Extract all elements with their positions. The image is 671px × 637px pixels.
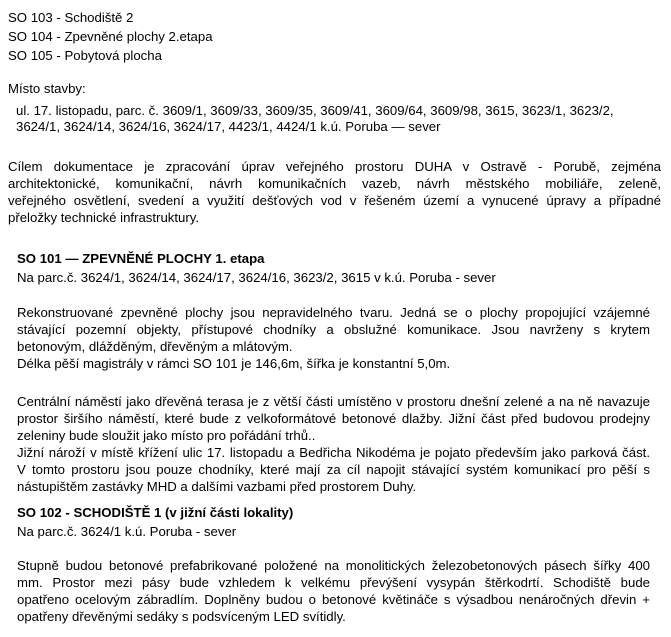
so105-line: SO 105 - Pobytová plocha	[8, 48, 162, 63]
so102-p1-line-2: mm. Prostor mezi pásy bude vzhledem k velkému převýšení vysypán štěrkodrtí. Schodiště bude	[17, 575, 650, 590]
so102-title: SO 102 - SCHODIŠTĚ 1 (v jižní části lokality)	[17, 505, 294, 520]
site-label: Místo stavby:	[8, 81, 86, 96]
so102-p1-line-3: opatřeno ocelovým zábradlím. Doplněny budou o betonové květináče s výsadbou nenáročných dřevin +	[17, 592, 650, 607]
so101-p2-line-5: V tomto prostoru jsou pouze chodníky, které mají za cíl napojit stávající systém komunikací pro pěší s	[17, 462, 650, 477]
so102-p1-line-1: Stupně budou betonové prefabrikované položené na monolitických železobetonových pásech šířky 400	[17, 558, 650, 573]
so101-p1-line-2: stávající pozemní objekty, přístupové chodníky a obslužné komunikace. Jsou navrženy s krytem	[17, 322, 650, 337]
site-parcels-line-2: 3624/1, 3624/14, 3624/16, 3624/17, 4423/1, 4424/1 k.ú. Poruba — sever	[16, 119, 441, 134]
so101-p2-line-2: prostor širšího náměstí, které bude z velkoformátové betonové dlažby. Jižní část před budovou prodejny	[17, 411, 650, 426]
so101-p1-line-3: betonovým, dlážděným, dřevěným a mlátovým.	[17, 339, 293, 354]
so103-line: SO 103 - Schodiště 2	[8, 10, 134, 25]
so104-line: SO 104 - Zpevněné plochy 2.etapa	[8, 29, 213, 44]
goal-line-1: Cílem dokumentace je zpracování úprav veřejného prostoru DUHA v Ostravě - Porubě, zejména	[8, 159, 661, 174]
so101-p2-line-4: Jižní nároží v místě křížení ulic 17. listopadu a Bedřicha Nikodéma je pojato především jako parková část.	[17, 445, 650, 460]
goal-line-4: přeložky technické infrastruktury.	[8, 210, 200, 225]
so102-parcels: Na parc.č. 3624/1 k.ú. Poruba - sever	[17, 524, 237, 539]
goal-line-2: architektonické, komunikační, návrh komunikačních vazeb, návrh městského mobiliáře, zeleně,	[8, 176, 661, 191]
so101-p2-line-6: nástupištěm zastávky MHD a dalšími vazbami před prostorem Duhy.	[17, 479, 417, 494]
so101-p2-line-1: Centrální náměstí jako dřevěná terasa je z větší části umístěno v prostoru dnešní zelené a na ně navazuje	[17, 394, 650, 409]
so102-p1-line-4: opatřeny dřevěnými sedáky s podsvíceným LED svítidly.	[17, 609, 346, 624]
so101-p1-line-1: Rekonstruované zpevněné plochy jsou nepravidelného tvaru. Jedná se o plochy propojující vzájemné	[17, 305, 650, 320]
so101-parcels: Na parc.č. 3624/1, 3624/14, 3624/17, 3624/16, 3623/2, 3615 v k.ú. Poruba - sever	[17, 270, 496, 285]
goal-line-3: veřejného osvětlení, svedení a využití dešťových vod v řešeném území a vynucené úpravy a případné	[8, 193, 661, 208]
so101-title: SO 101 — ZPEVNĚNÉ PLOCHY 1. etapa	[17, 251, 265, 266]
so101-p2-line-3: zeleniny bude sloužit jako místo pro pořádání trhů..	[17, 428, 316, 443]
so101-p1-line-4: Délka pěší magistrály v rámci SO 101 je 146,6m, šířka je konstantní 5,0m.	[17, 356, 451, 371]
site-parcels-line-1: ul. 17. listopadu, parc. č. 3609/1, 3609/33, 3609/35, 3609/41, 3609/64, 3609/98, 3615, 3623/1, 3623/2,	[16, 103, 614, 118]
